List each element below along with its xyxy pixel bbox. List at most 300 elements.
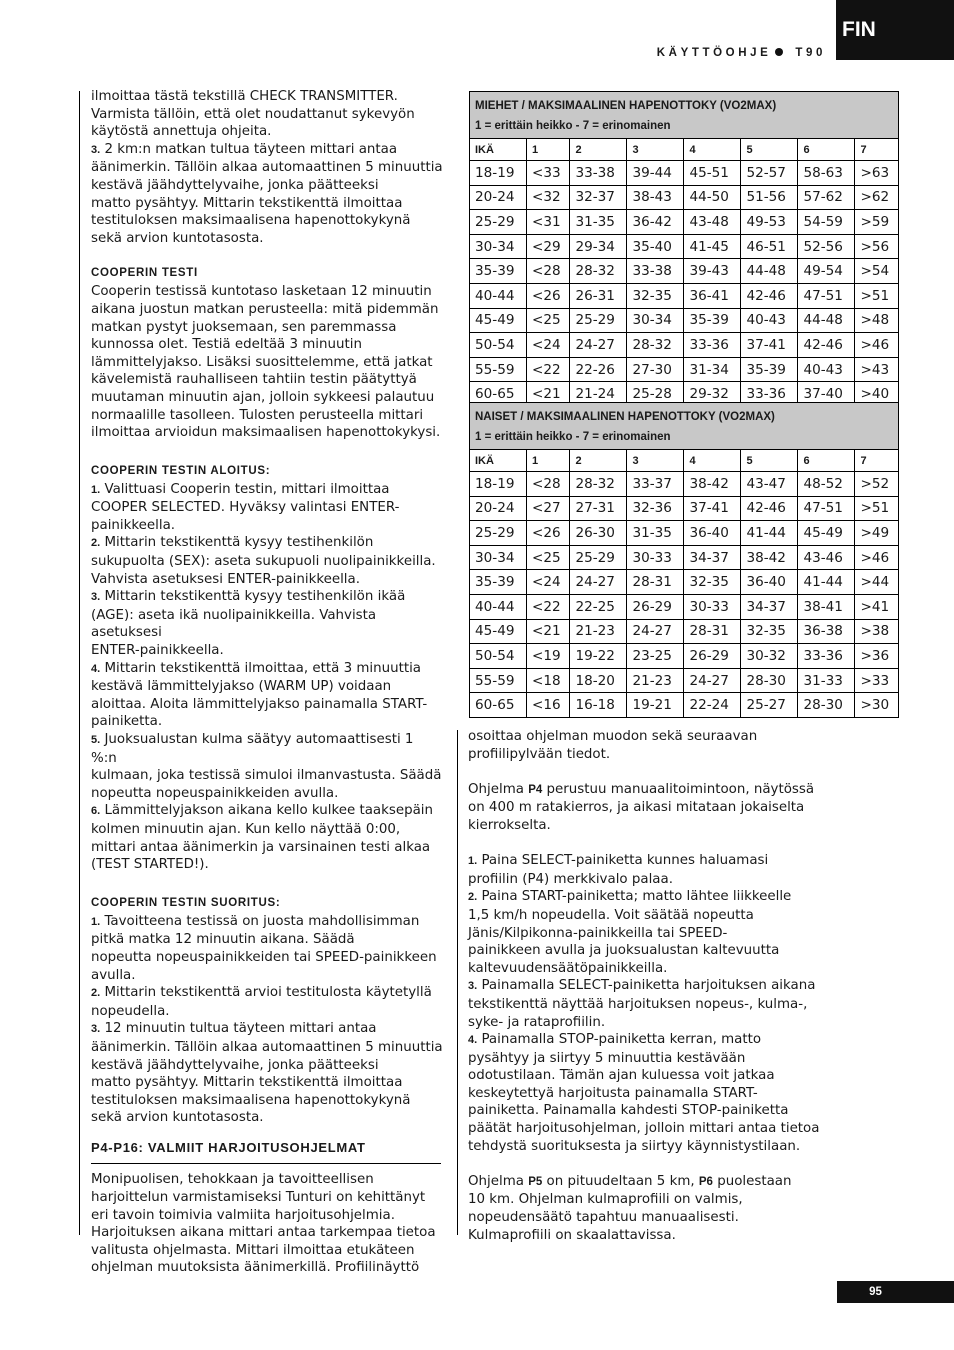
table-cell: 47-51 — [798, 283, 855, 308]
table-cell: 34-37 — [741, 594, 798, 619]
table-cell: 25-28 — [627, 382, 684, 407]
step-number: 1. — [468, 855, 478, 868]
column-header-cell: 3 — [627, 139, 684, 161]
table-cell: >33 — [855, 668, 899, 693]
table-cell: 35-40 — [627, 234, 684, 259]
table-cell: 21-23 — [627, 668, 684, 693]
table-cell: 41-45 — [684, 234, 741, 259]
table-row — [470, 234, 899, 259]
text-line: profiilipylvään tiedot. — [468, 746, 611, 762]
column-header-cell: 7 — [855, 450, 899, 472]
text-line: kulmaan, joka testissä simuloi ilmanvastusta. Säädä — [91, 768, 442, 784]
bullet-dot-icon — [775, 48, 783, 56]
table-cell: 35-39 — [684, 308, 741, 333]
table-cell: <19 — [527, 644, 570, 669]
table-cell: 39-44 — [627, 161, 684, 186]
women-table-scale: 1 = erittäin heikko - 7 = erinomainen — [475, 431, 671, 443]
step-number: 3. — [468, 980, 478, 993]
table-cell: 52-56 — [798, 234, 855, 259]
table-cell: <32 — [527, 185, 570, 210]
age-cell: 60-65 — [470, 693, 527, 718]
left-column-rule — [79, 91, 80, 1235]
column-header-cell: 4 — [684, 139, 741, 161]
text-line: Jänis/Kilpikonna-painikkeilla tai SPEED- — [468, 925, 728, 941]
table-cell: 49-54 — [798, 259, 855, 284]
table-row — [470, 693, 899, 718]
age-cell: 40-44 — [470, 283, 527, 308]
table-cell: 43-48 — [684, 210, 741, 235]
table-cell: 23-25 — [627, 644, 684, 669]
step-number: 5. — [91, 734, 101, 746]
language-tab: FIN — [836, 0, 954, 60]
table-cell: 57-62 — [798, 185, 855, 210]
table-cell: 45-49 — [798, 521, 855, 546]
table-cell: 22-25 — [570, 594, 627, 619]
table-cell: 28-32 — [627, 333, 684, 358]
column-header-cell: 2 — [570, 139, 627, 161]
table-cell: 19-21 — [627, 693, 684, 718]
table-cell: 49-53 — [741, 210, 798, 235]
table-cell: 28-31 — [627, 570, 684, 595]
program-label-p4: P4 — [528, 783, 543, 796]
table-cell: 38-41 — [798, 594, 855, 619]
step-number: 2. — [468, 891, 478, 904]
text-line: Harjoituksen aikana mittari antaa tarkempaa tietoa — [91, 1225, 436, 1241]
table-cell: <24 — [527, 333, 570, 358]
p4-intro-line — [468, 781, 820, 800]
table-cell: 37-40 — [798, 382, 855, 407]
table-cell: 31-35 — [570, 210, 627, 235]
text-line: eri tavoin toimivia valmiita harjoitusohjelmia. — [91, 1207, 395, 1223]
table-cell: 43-47 — [741, 472, 798, 497]
table-cell: <25 — [527, 545, 570, 570]
text-line: painiketta. Painamalla kahdesti STOP-painiketta — [468, 1103, 789, 1119]
text-line: nopeudensäätö tapahtuu manuaalisesti. — [468, 1210, 739, 1226]
table-cell: 48-52 — [798, 472, 855, 497]
text-line: valitusta ohjelmasta. Mittari ilmoittaa etukäteen — [91, 1242, 415, 1258]
table-row — [470, 259, 899, 284]
table-title-row — [470, 92, 899, 139]
men-table-scale: 1 = erittäin heikko - 7 = erinomainen — [475, 120, 671, 132]
table-cell: <28 — [527, 472, 570, 497]
text-line: avulla. — [91, 967, 136, 983]
table-cell: >59 — [855, 210, 899, 235]
text-line: syke- ja rataprofiilin. — [468, 1014, 606, 1030]
step-line — [468, 888, 820, 907]
table-cell: <26 — [527, 521, 570, 546]
table-row — [470, 496, 899, 521]
table-cell: <18 — [527, 668, 570, 693]
table-cell: 47-51 — [798, 496, 855, 521]
text-line: kunnossa olet. Testiä edeltää 3 minuutin — [91, 337, 362, 353]
table-cell: >48 — [855, 308, 899, 333]
table-cell: 32-36 — [627, 496, 684, 521]
text-line: matto pysähtyy. Mittarin tekstikenttä ilmoittaa — [91, 195, 403, 211]
table-cell: >46 — [855, 333, 899, 358]
text-line: kestävä jäähdyttelyvaihe, jonka päätteeksi — [91, 1057, 379, 1073]
table-cell: 38-43 — [627, 185, 684, 210]
text-line: keskeytettyä harjoitusta painamalla START- — [468, 1085, 758, 1101]
age-cell: 55-59 — [470, 357, 527, 382]
text-line: lämmittelyjakso. Lisäksi suosittelemme, että jatkat — [91, 354, 433, 370]
p5-intro-line — [468, 1173, 820, 1192]
table-row — [470, 472, 899, 497]
text-span: on pituudeltaan 5 km, — [542, 1173, 699, 1189]
table-header-row — [470, 139, 899, 161]
table-cell: 36-41 — [684, 283, 741, 308]
text-line: painikkeen avulla ja juoksualustan kaltevuutta — [468, 943, 780, 959]
step-number: 2. — [91, 987, 101, 1000]
step-line — [91, 984, 443, 1003]
age-cell: 25-29 — [470, 210, 527, 235]
text-line: (AGE): aseta ikä nuolipainikkeilla. Vahvista asetuksesi — [91, 607, 377, 641]
table-cell: 30-33 — [627, 545, 684, 570]
text-line: 1,5 km/h nopeudella. Voit säätää nopeutta — [468, 907, 754, 923]
table-cell: 42-46 — [741, 496, 798, 521]
table-cell: 24-27 — [570, 333, 627, 358]
text-line: kaltevuudensäätöpainikkeilla. — [468, 960, 668, 976]
text-line: kierrokselta. — [468, 817, 551, 833]
table-cell: 46-51 — [741, 234, 798, 259]
text-line: 10 km. Ohjelman kulmaprofiili on valmis, — [468, 1192, 743, 1208]
text-line: aikana juostun matkan perusteella: mitä pidemmän — [91, 301, 439, 317]
table-cell: 38-42 — [741, 545, 798, 570]
table-row — [470, 521, 899, 546]
text-line: ilmoittaa arvioidun maksimaalisen hapenottokykysi. — [91, 425, 441, 441]
table-cell: 43-46 — [798, 545, 855, 570]
model-name: T90 — [795, 47, 826, 59]
age-cell: 20-24 — [470, 496, 527, 521]
text-line: pitkä matka 12 minuutin aikana. Säädä — [91, 932, 355, 948]
text-line: sekä arvion kuntotasosta. — [91, 1110, 264, 1126]
column-header-cell: 4 — [684, 450, 741, 472]
age-cell: 50-54 — [470, 333, 527, 358]
table-cell: 24-27 — [684, 668, 741, 693]
step-line — [468, 977, 820, 996]
text-line: äänimerkin. Tällöin alkaa automaattinen 5 minuuttia — [91, 160, 443, 176]
step-number: 3. — [91, 143, 101, 156]
table-cell: 25-29 — [570, 308, 627, 333]
table-cell: 44-48 — [798, 308, 855, 333]
table-cell: >36 — [855, 644, 899, 669]
text-line: ohjelman muutoksista äänimerkillä. Profiilinäyttö — [91, 1260, 420, 1276]
step-number: 6. — [91, 805, 101, 818]
step-number: 4. — [91, 662, 101, 675]
table-cell: 36-38 — [798, 619, 855, 644]
text-span: perustuu manuaalitoimintoon, näytössä — [542, 781, 815, 797]
step-line — [91, 731, 443, 767]
column-header-cell: 5 — [741, 450, 798, 472]
table-cell: >51 — [855, 496, 899, 521]
table-cell: 38-42 — [684, 472, 741, 497]
table-cell: 26-30 — [570, 521, 627, 546]
table-cell: <29 — [527, 234, 570, 259]
table-cell: 28-32 — [570, 259, 627, 284]
table-cell: 29-32 — [684, 382, 741, 407]
column-header-cell: 1 — [527, 139, 570, 161]
text-line: kestävä lämmittelyjakso (WARM UP) voidaan — [91, 679, 392, 695]
table-row — [470, 619, 899, 644]
table-cell: 52-57 — [741, 161, 798, 186]
table-cell: 42-46 — [741, 283, 798, 308]
text-line — [91, 141, 443, 160]
table-cell: >52 — [855, 472, 899, 497]
text-line: kolmen minuutin ajan. Kun kello näyttää 0:00, — [91, 821, 401, 837]
table-cell: 32-35 — [684, 570, 741, 595]
program-label-p6: P6 — [698, 1175, 713, 1188]
text-line: nopeutta nopeuspainikkeiden tai SPEED-painikkeen — [91, 949, 437, 965]
table-cell: 34-37 — [684, 545, 741, 570]
age-cell: 25-29 — [470, 521, 527, 546]
table-row — [470, 644, 899, 669]
text-line: tehdystä suorituksesta ja siirtyy käynnistystilaan. — [468, 1138, 801, 1154]
text-line: kestävä jäähdyttelyvaihe, jonka päätteeksi — [91, 177, 379, 193]
table-cell: 22-26 — [570, 357, 627, 382]
text-line: Kulmaprofiili on skaalattavissa. — [468, 1227, 676, 1243]
text-line: äänimerkin. Tällöin alkaa automaattinen 5 minuuttia — [91, 1039, 443, 1055]
table-row — [470, 668, 899, 693]
text-line: on 400 m ratakierros, ja aikasi mitataan jokaiselta — [468, 800, 805, 816]
table-cell: 31-35 — [627, 521, 684, 546]
table-cell: 24-27 — [627, 619, 684, 644]
men-vo2max-table — [469, 91, 899, 407]
table-title-row — [470, 403, 899, 450]
table-row — [470, 308, 899, 333]
text-line: matto pysähtyy. Mittarin tekstikenttä ilmoittaa — [91, 1075, 403, 1091]
table-cell: 27-30 — [627, 357, 684, 382]
step-line — [91, 481, 443, 500]
age-cell: 30-34 — [470, 234, 527, 259]
age-cell: 40-44 — [470, 594, 527, 619]
table-cell: <31 — [527, 210, 570, 235]
step-text: Paina SELECT-painiketta kunnes haluamasi — [481, 853, 769, 869]
table-cell: 21-24 — [570, 382, 627, 407]
step-text: Juoksualustan kulma säätyy automaattisesti 1 %:n — [91, 732, 414, 766]
table-cell: 25-29 — [570, 545, 627, 570]
step-number: 4. — [468, 1034, 478, 1047]
table-cell: <33 — [527, 161, 570, 186]
step-text: 2 km:n matkan tultua täyteen mittari antaa — [104, 141, 398, 157]
step-text: Mittarin tekstikenttä arvioi testitulosta käytetyllä — [104, 985, 432, 1001]
table-cell: 36-40 — [741, 570, 798, 595]
programs-section-heading: P4-P16: VALMIIT HARJOITUSOHJELMAT — [91, 1139, 441, 1165]
age-cell: 30-34 — [470, 545, 527, 570]
table-cell: 27-31 — [570, 496, 627, 521]
text-line: käytöstä annettuja ohjeita. — [91, 124, 272, 140]
table-cell: >62 — [855, 185, 899, 210]
table-cell: 25-27 — [741, 693, 798, 718]
step-text: Mittarin tekstikenttä ilmoittaa, että 3 minuuttia — [104, 660, 422, 676]
step-line — [91, 913, 443, 932]
table-cell: >44 — [855, 570, 899, 595]
table-cell: 28-31 — [684, 619, 741, 644]
table-cell: 36-40 — [684, 521, 741, 546]
programs-paragraph — [91, 1171, 443, 1277]
cooper-heading: COOPERIN TESTI — [91, 267, 198, 280]
step-text: Mittarin tekstikenttä kysyy testihenkilön — [104, 535, 374, 551]
table-cell: 26-31 — [570, 283, 627, 308]
step-line — [91, 588, 443, 607]
table-cell: 40-43 — [741, 308, 798, 333]
text-line: sekä arvion kuntotasosta. — [91, 230, 264, 246]
table-cell: <28 — [527, 259, 570, 284]
text-line: COOPER SELECTED. Hyväksy valintasi ENTER- — [91, 500, 400, 516]
step-text: Painamalla STOP-painiketta kerran, matto — [481, 1032, 762, 1048]
intro-paragraph — [91, 88, 443, 247]
table-cell: 41-44 — [741, 521, 798, 546]
table-cell: >43 — [855, 357, 899, 382]
cooper-perform-heading: COOPERIN TESTIN SUORITUS: — [91, 896, 281, 909]
step-line — [468, 852, 820, 871]
table-title-cell — [470, 403, 899, 450]
age-cell: 20-24 — [470, 185, 527, 210]
men-table-title: MIEHET / MAKSIMAALINEN HAPENOTTOKY (VO2MAX) — [475, 100, 777, 112]
column-header-cell: 2 — [570, 450, 627, 472]
table-cell: 33-36 — [798, 644, 855, 669]
text-line: muutaman minuutin ajan, jolloin sykkeesi palautuu — [91, 389, 435, 405]
text-line: (TEST STARTED!). — [91, 857, 209, 873]
table-title-cell — [470, 92, 899, 139]
text-line: Vahvista asetuksesi ENTER-painikkeella. — [91, 571, 360, 587]
text-line: testituloksen maksimaalisena hapenottokykynä — [91, 1092, 411, 1108]
table-cell: 32-37 — [570, 185, 627, 210]
table-cell: 32-35 — [627, 283, 684, 308]
table-cell: 21-23 — [570, 619, 627, 644]
table-header-row — [470, 450, 899, 472]
text-span: Ohjelma — [468, 781, 529, 797]
table-cell: 35-39 — [741, 357, 798, 382]
table-cell: 30-33 — [684, 594, 741, 619]
table-cell: 44-48 — [741, 259, 798, 284]
table-cell: 41-44 — [798, 570, 855, 595]
manual-label: KÄYTTÖOHJE — [656, 47, 772, 59]
cooper-perform-steps — [91, 913, 443, 1127]
table-cell: <25 — [527, 308, 570, 333]
table-cell: >56 — [855, 234, 899, 259]
column-header-cell: IKÄ — [470, 450, 527, 472]
column-header-cell: 6 — [798, 450, 855, 472]
running-header — [657, 47, 826, 59]
text-line: ENTER-painikkeella. — [91, 643, 224, 659]
table-cell: 29-34 — [570, 234, 627, 259]
text-line: normaalille tasolleen. Tulosten perusteella mittari — [91, 407, 424, 423]
table-cell: 32-35 — [741, 619, 798, 644]
text-line: odotustilaan. Tämän ajan kuluessa voit jatkaa — [468, 1068, 775, 1084]
table-cell: <24 — [527, 570, 570, 595]
women-table-title: NAISET / MAKSIMAALINEN HAPENOTTOKY (VO2MAX) — [475, 411, 775, 423]
step-line — [91, 802, 443, 821]
step-text: Mittarin tekstikenttä kysyy testihenkilön ikää — [104, 589, 406, 605]
text-line: mittari antaa äänimerkin ja varsinainen testi alkaa — [91, 839, 431, 855]
text-line: Monipuolisen, tehokkaan ja tavoitteellisen — [91, 1172, 374, 1188]
table-cell: 33-38 — [570, 161, 627, 186]
table-cell: 18-20 — [570, 668, 627, 693]
table-cell: 28-30 — [741, 668, 798, 693]
table-cell: 44-50 — [684, 185, 741, 210]
left-column — [91, 88, 443, 1277]
text-span: Ohjelma — [468, 1173, 529, 1189]
table-cell: 33-36 — [741, 382, 798, 407]
table-cell: 26-29 — [627, 594, 684, 619]
text-line: aloittaa. Aloita lämmittelyjakso painamalla START- — [91, 696, 428, 712]
text-line: kävelemistä rauhalliseen tahtiin testin päätyttyä — [91, 372, 417, 388]
table-cell: 28-30 — [798, 693, 855, 718]
text-line: ilmoittaa tästä tekstillä CHECK TRANSMITTER. — [91, 89, 398, 104]
table-row — [470, 185, 899, 210]
table-row — [470, 161, 899, 186]
table-row — [470, 570, 899, 595]
table-cell: >46 — [855, 545, 899, 570]
column-header-cell: 1 — [527, 450, 570, 472]
table-cell: 40-43 — [798, 357, 855, 382]
step-number: 3. — [91, 591, 101, 604]
text-span: puolestaan — [712, 1173, 792, 1189]
table-cell: 24-27 — [570, 570, 627, 595]
text-line: harjoittelun varmistamiseksi Tunturi on kehittänyt — [91, 1190, 426, 1206]
table-cell: <21 — [527, 382, 570, 407]
age-cell: 18-19 — [470, 472, 527, 497]
text-line: nopeudella. — [91, 1003, 170, 1019]
age-cell: 35-39 — [470, 570, 527, 595]
text-line: tekstikenttä näyttää harjoituksen nopeus-, kulma-, — [468, 996, 808, 1012]
column-header-cell: 7 — [855, 139, 899, 161]
age-cell: 45-49 — [470, 619, 527, 644]
step-number: 1. — [91, 915, 101, 928]
text-line: pysähtyy ja siirtyy 5 minuuttia kestävään — [468, 1050, 746, 1066]
table-cell: 33-36 — [684, 333, 741, 358]
table-row — [470, 333, 899, 358]
table-cell: <21 — [527, 619, 570, 644]
cooper-paragraph — [91, 283, 443, 441]
table-cell: >30 — [855, 693, 899, 718]
step-text: Painamalla SELECT-painiketta harjoituksen aikana — [481, 978, 816, 994]
cooper-start-steps — [91, 481, 443, 874]
program-label-p5: P5 — [528, 1175, 543, 1188]
table-row — [470, 594, 899, 619]
text-line: päätät harjoitusohjelman, jolloin mittari antaa tietoa — [468, 1121, 820, 1137]
table-cell: 19-22 — [570, 644, 627, 669]
table-cell: 58-63 — [798, 161, 855, 186]
step-line — [91, 534, 443, 553]
column-header-cell: IKÄ — [470, 139, 527, 161]
text-line: Varmista tällöin, että olet noudattanut sykevyön — [91, 106, 415, 122]
women-vo2max-table — [469, 402, 899, 718]
text-line: matkan pystyt juoksemaan, sen paremmassa — [91, 319, 397, 335]
step-number: 3. — [91, 1023, 101, 1036]
table-cell: >40 — [855, 382, 899, 407]
table-cell: >38 — [855, 619, 899, 644]
step-line — [91, 660, 443, 679]
column-header-cell: 3 — [627, 450, 684, 472]
right-column-rule — [457, 730, 458, 1235]
table-cell: >63 — [855, 161, 899, 186]
table-row — [470, 357, 899, 382]
page-number: 95 — [837, 1281, 954, 1303]
table-cell: 37-41 — [741, 333, 798, 358]
table-cell: 31-34 — [684, 357, 741, 382]
table-cell: <22 — [527, 357, 570, 382]
table-row — [470, 283, 899, 308]
step-text: Lämmittelyjakson aikana kello kulkee taaksepäin — [104, 803, 434, 819]
age-cell: 55-59 — [470, 668, 527, 693]
step-text: 12 minuutin tultua täyteen mittari antaa — [104, 1021, 377, 1037]
step-text: Valittuasi Cooperin testin, mittari ilmoittaa — [104, 481, 390, 497]
table-cell: 36-42 — [627, 210, 684, 235]
step-text: Tavoitteena testissä on juosta mahdollisimman — [104, 913, 420, 929]
table-cell: 45-51 — [684, 161, 741, 186]
table-cell: 26-29 — [684, 644, 741, 669]
table-cell: 30-34 — [627, 308, 684, 333]
